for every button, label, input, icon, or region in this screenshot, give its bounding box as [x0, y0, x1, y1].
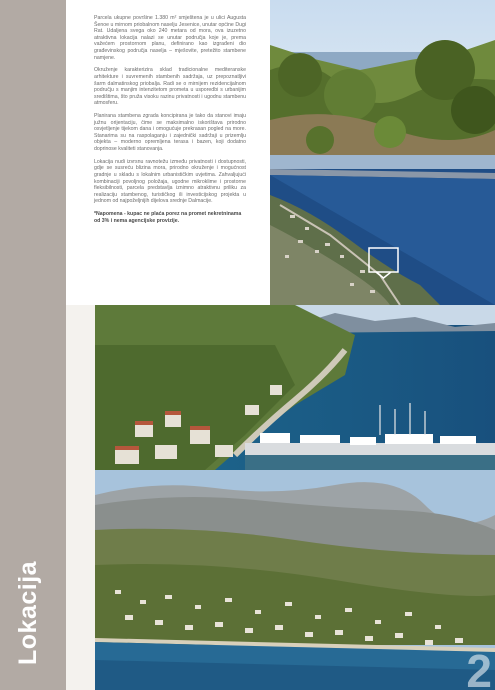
section-title: Lokacija [14, 560, 42, 665]
photo-vegetation-sea [270, 0, 495, 155]
tax-note: *Napomena - kupac ne plaća porez na promet nekretninama od 3% i nema agencijske provizije. [94, 211, 242, 224]
description-paragraph: Planirana stambena zgrada koncipirana je tako da stanovi imaju južnu orijentaciju, čime se maksimalno iskorištava prirodno osvjetljenje tijekom dana i omogućuje prekrasan pogled na more. Stanarima su na raspolaganju i zajednički sadržaji u prizemlju objekta – moderno opremljena terasa i bazen, koji dodatno doprinose kvaliteti stanovanja. [94, 113, 246, 153]
sidebar-band [0, 0, 66, 690]
description-column [94, 15, 246, 224]
page-number: 2 [466, 645, 492, 690]
description-paragraph: Lokacija nudi izvrsnu ravnotežu između privatnosti i dostupnosti, gdje se susreću blizina mora, prirodno okruženje i mogućnost gradnje u skladu s lokalnim urbanističkim uvjetima. Zahvaljujući kombinaciji povoljnog položaja, ugodne mikroklime i prostorne fleksibilnosti, parcela predstavlja iznimno atraktivnu priliku za realizaciju stambenog, turističkog ili investicijskog projekta u jednom od najpoželjnijih dijelova srednje Dalmacije. [94, 158, 246, 205]
photo-aerial-coast [270, 155, 495, 305]
photo-town-mountains [95, 470, 495, 690]
description-paragraph: Okruženje karakterizira sklad tradicionalne mediteranske arhitekture i suvremenih stambenih sadržaja, uz prepoznatljivi šarm dalmatinskog priobalja. Radi se o mirnijem rezidencijalnom području s manjim intenzitetom prometa u usporedbi s urbanijim središtima, što pruža visoku razinu privatnosti i ugodnu stambenu atmosferu. [94, 67, 246, 107]
description-paragraph: Parcela ukupne površine 1.380 m² smještena je u ulici Augusta Šenoe u mirnom priobalnom naselju Jesenice, unutar općine Dugi Rat. Udaljena svega oko 240 metara od mora, ova izuzetno atraktivna lokacija nalazi se unutar područja koje je, prema važećem prostornom planu, definirano kao izgrađeni dio građevinskog područja naselja – mješovite, pretežito stambene namjene. [94, 15, 246, 61]
photo-harbour [95, 305, 495, 470]
